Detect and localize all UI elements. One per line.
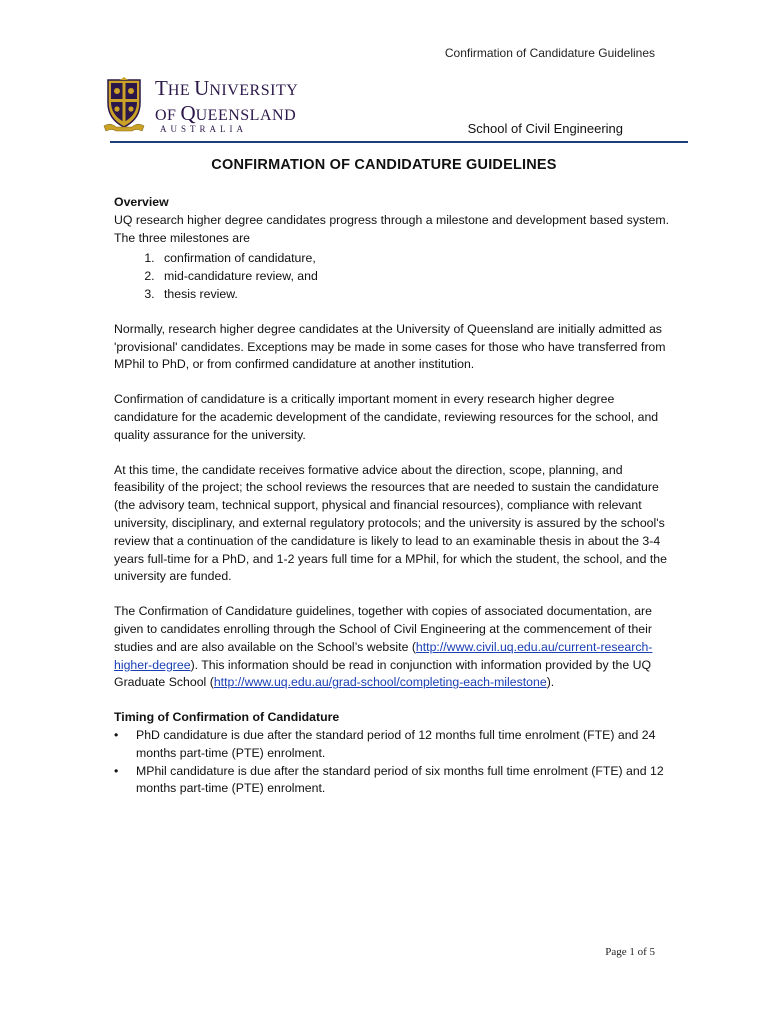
university-name-line2: OF QUEENSLAND (155, 101, 297, 125)
bullet-icon: • (114, 763, 119, 778)
list-item: 3. thesis review. (158, 286, 674, 304)
paragraph-provisional: Normally, research higher degree candidates at the University of Queensland are initially admitted as 'provisional' candidates. Exceptions may be made in some cases for those who have transferred from MPhil to PhD, or from confirmed candidature at another institution. (114, 321, 666, 372)
university-logo (102, 77, 322, 137)
university-name (155, 77, 298, 127)
university-name-line1: THE UNIVERSITY (155, 76, 299, 100)
overview-intro: UQ research higher degree candidates progress through a milestone and development based system. The three milestones are (114, 212, 670, 245)
timing-heading: Timing of Confirmation of Candidature (114, 710, 340, 725)
university-country: AUSTRALIA (160, 124, 247, 134)
bullet-icon: • (114, 727, 119, 742)
uq-crest-icon (102, 77, 146, 133)
guidelines-text-b: ). This information should be read in conjunction with information provided by the UQ Graduate School ( (114, 657, 652, 690)
list-item: 2. mid-candidature review, and (158, 268, 674, 286)
timing-item-text: MPhil candidature is due after the standard period of six months full time enrolment (FTE) and 12 months part-time (PTE) enrolment. (136, 763, 664, 796)
school-name: School of Civil Engineering (467, 121, 623, 136)
milestone-list (114, 250, 674, 303)
list-item: 1. confirmation of candidature, (158, 250, 674, 268)
list-item (114, 727, 674, 763)
overview-heading: Overview (114, 195, 169, 209)
guidelines-text-c: ). (546, 675, 555, 690)
timing-list (114, 727, 674, 798)
document-body (114, 194, 674, 798)
list-item (114, 763, 674, 799)
header-divider (110, 141, 688, 143)
timing-item-text: PhD candidature is due after the standard period of 12 months full time enrolment (FTE) and 24 months part-time (PTE) enrolment. (136, 727, 656, 760)
paragraph-importance: Confirmation of candidature is a critically important moment in every research higher degree candidature for the academic development of the candidate, reviewing resources for the school, and quality assurance for the university. (114, 392, 659, 442)
school-website-link[interactable]: http://www.civil.uq.edu.au/current-research-higher-degree (114, 639, 653, 672)
document-title: CONFIRMATION OF CANDIDATURE GUIDELINES (211, 157, 557, 173)
paragraph-formative-advice: At this time, the candidate receives formative advice about the direction, scope, planning, and feasibility of the project; the school reviews the resources that are needed to sustain the candidature (the advisory team, technical support, physical and financial resources), compliance with relevant university, disciplinary, and external regulatory protocols; and the university is assured by the school's review that a continuation of the candidature is likely to lead to an examinable thesis in about the 3-4 years full-time for a PhD, and 1-2 years full time for a MPhil, for which the student, the school, and the university are funded. (114, 462, 667, 584)
paragraph-guidelines (114, 603, 674, 692)
page-number: Page 1 of 5 (605, 946, 655, 958)
running-header-title: Confirmation of Candidature Guidelines (444, 46, 655, 60)
graduate-school-link[interactable]: http://www.uq.edu.au/grad-school/completing-each-milestone (213, 675, 547, 690)
guidelines-text-a: The Confirmation of Candidature guidelines, together with copies of associated documentation, are given to candidates enrolling through the School of Civil Engineering at the commencement of their studies and are also available on the School’s website ( (114, 604, 652, 654)
